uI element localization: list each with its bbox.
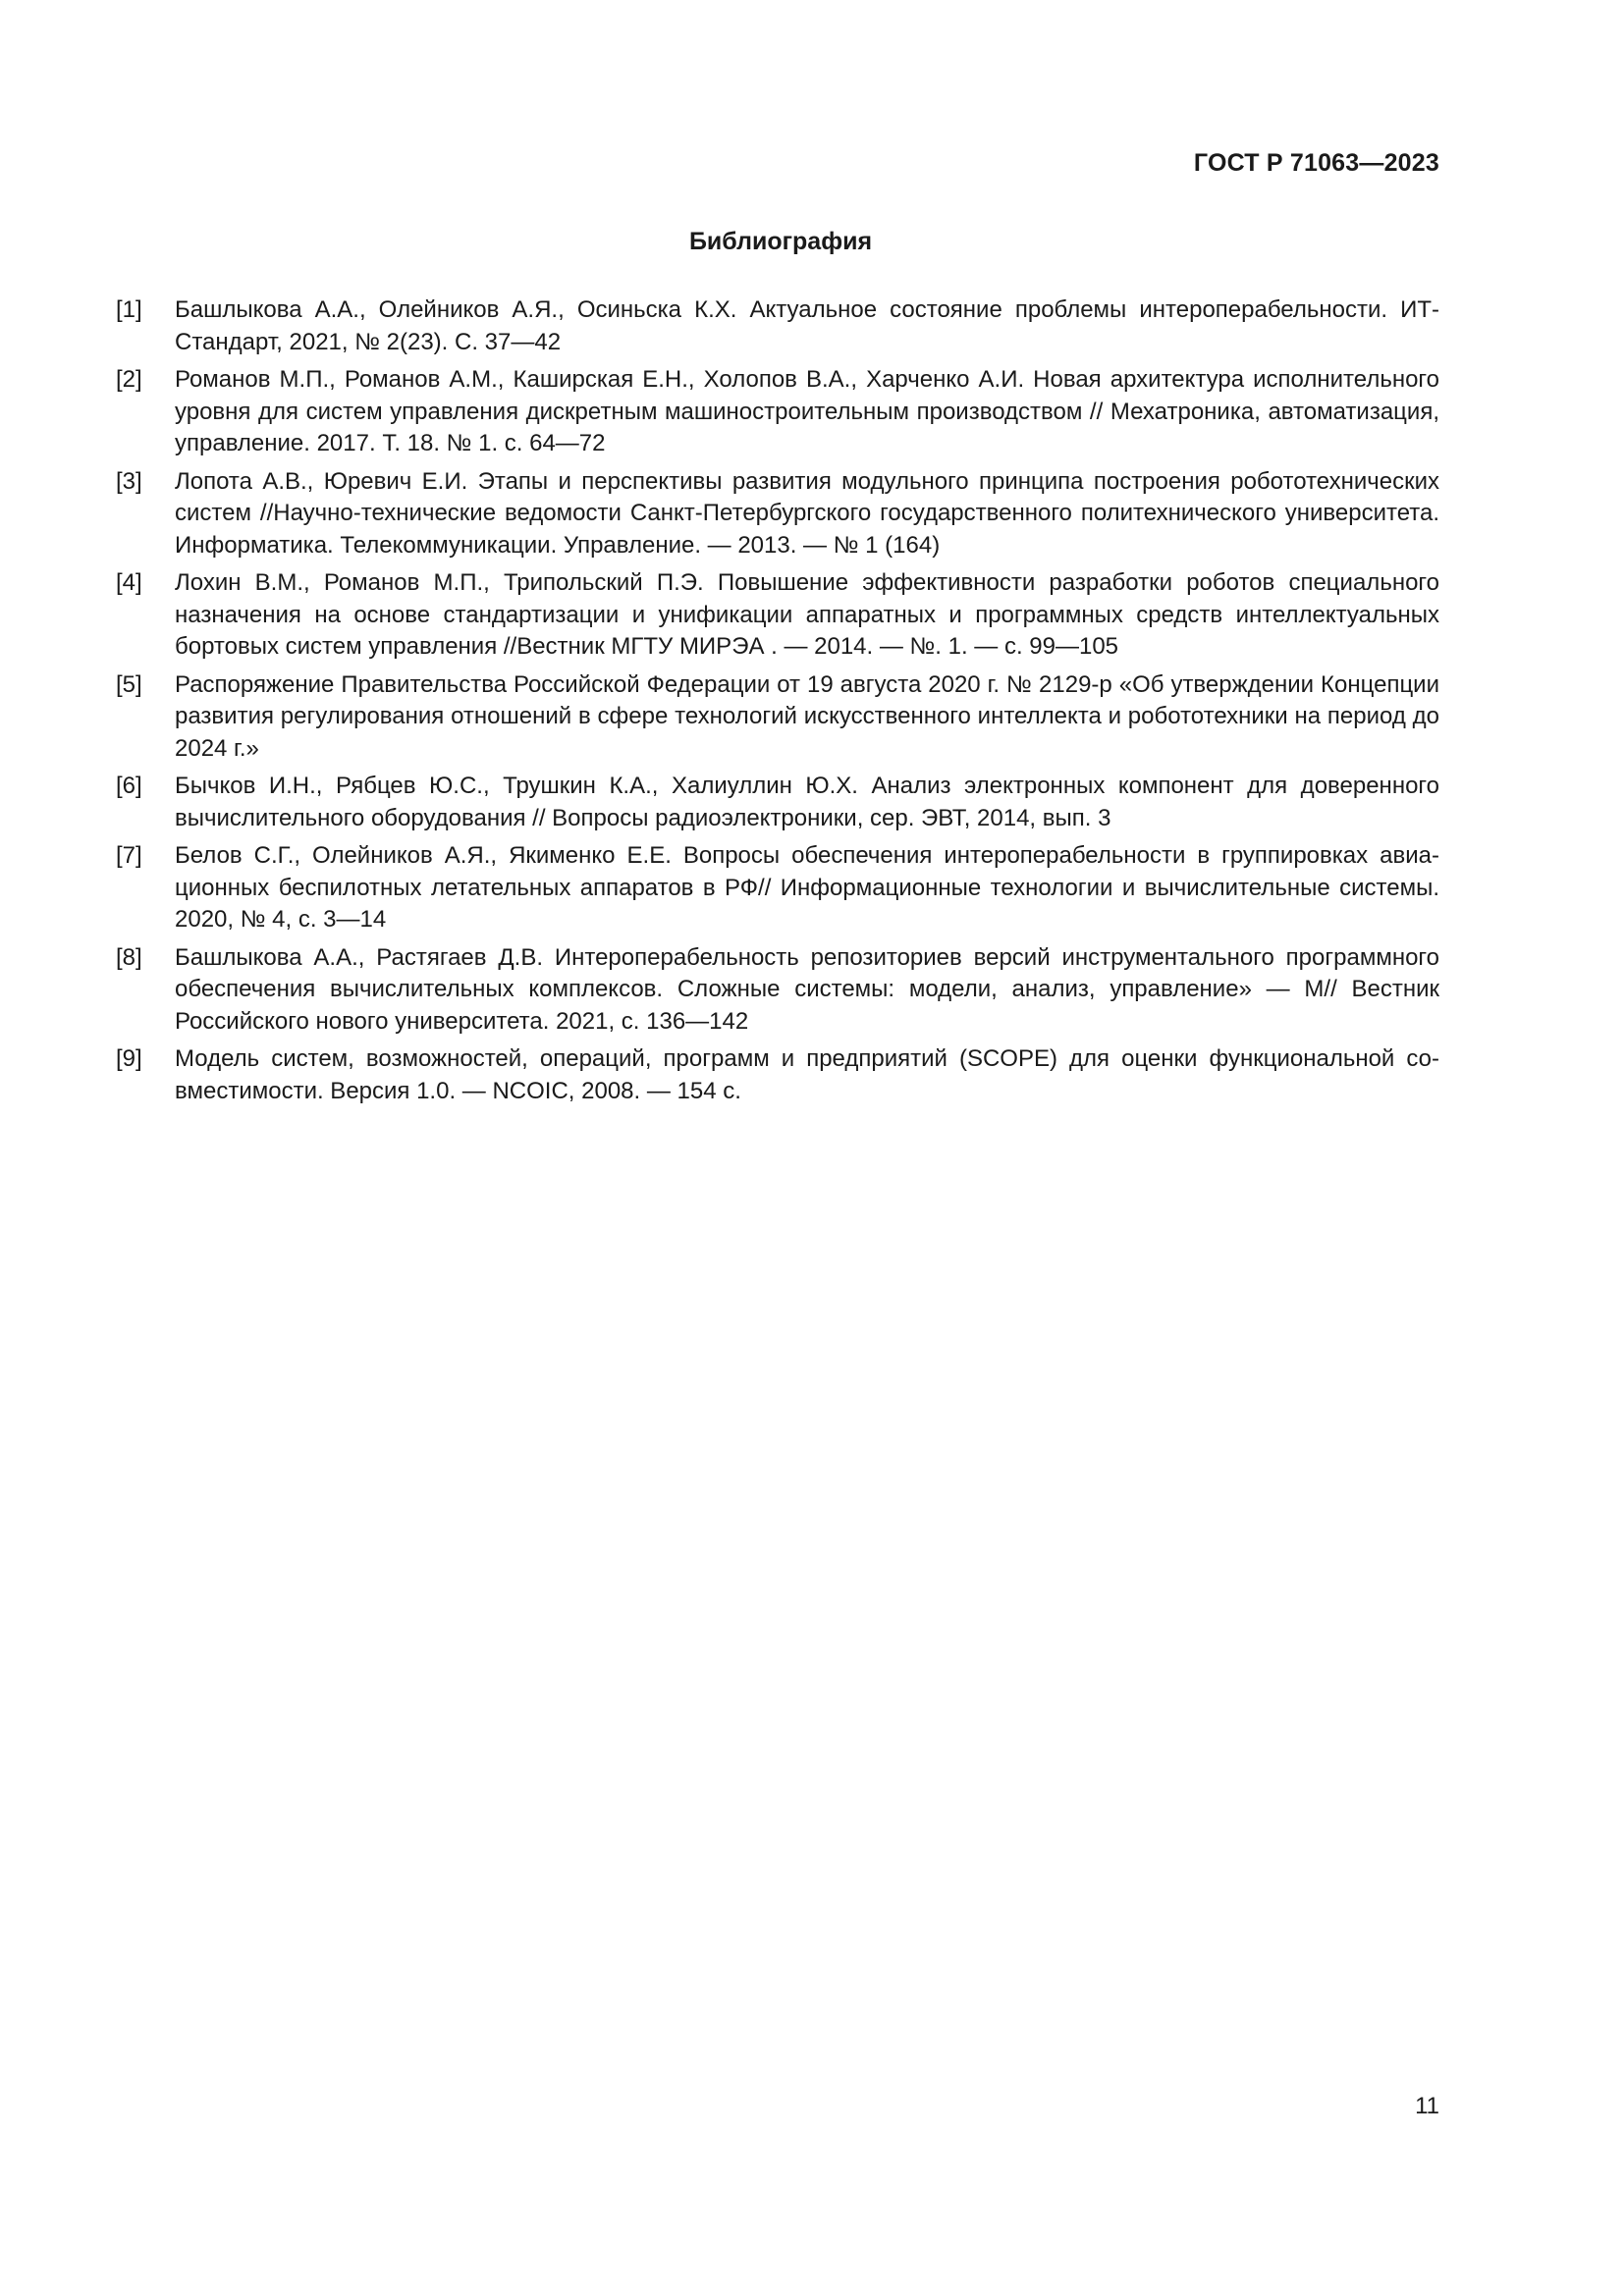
entry-text: Романов М.П., Романов А.М., Каширская Е.Н., Холопов В.А., Харченко А.И. Новая архитектура исполнительного уровня для систем управления дискретным машиностроительным производством // Мехатроника, автоматизация, управление. 2017. Т. 18. № 1. с. 64—72: [175, 366, 1439, 456]
entry-number: [4]: [116, 569, 142, 596]
entry-text: Распоряжение Правительства Российской Федерации от 19 августа 2020 г. № 2129-р «Об утверждении Концепции развития регулирования отношений в сфере технологий искусственного интеллекта и робототехники на период до 2024 г.»: [175, 670, 1439, 762]
bibliography-entry: [116, 942, 1439, 1039]
entry-number: [6]: [116, 773, 142, 799]
entry-text: Белов С.Г., Олейников А.Я., Якименко Е.Е. Вопросы обеспечения интероперабельности в группировках авиационных беспилотных летательных аппаратов в РФ// Информационные технологии и вычислительные системы. 2020, № 4, с. 3—14: [175, 842, 1439, 933]
document-code: ГОСТ Р 71063—2023: [1193, 149, 1439, 177]
bibliography-entry: [116, 840, 1439, 936]
entry-number: [8]: [116, 943, 142, 971]
bibliography-entry: [116, 567, 1439, 664]
entry-number: [7]: [116, 842, 142, 869]
entry-text: Башлыкова А.А., Олейников А.Я., Осиньска К.Х. Актуальное состояние проблемы интероперабельности. ИТ-Стандарт, 2021, № 2(23). С. 37—42: [175, 296, 1439, 355]
entry-text: Модель систем, возможностей, операций, программ и предприятий (SCOPE) для оценки функциональной совместимости. Версия 1.0. — NCOIC, 2008. — 154 с.: [175, 1045, 1439, 1104]
entry-text: Лохин В.М., Романов М.П., Трипольский П.Э. Повышение эффективности разработки роботов специального назначения на основе стандартизации и унификации аппаратных и программных средств интеллектуальных бортовых систем управления //Вестник МГТУ МИРЭА . — 2014. — №. 1. — с. 99—105: [175, 569, 1439, 660]
entry-number: [3]: [116, 467, 142, 495]
bibliography-entry: [116, 466, 1439, 562]
entry-number: [5]: [116, 670, 142, 698]
bibliography-entry: [116, 294, 1439, 358]
entry-number: [9]: [116, 1045, 142, 1072]
entry-text: Бычков И.Н., Рябцев Ю.С., Трушкин К.А., Халиуллин Ю.Х. Анализ электронных компонент для доверенного вычислительного оборудования // Вопросы радиоэлектроники, сер. ЭВТ, 2014, вып. 3: [175, 773, 1439, 831]
bibliography-entry: [116, 669, 1439, 766]
entry-number: [1]: [116, 296, 142, 323]
bibliography-list: [116, 294, 1439, 1113]
section-title: Библиография: [688, 228, 873, 255]
bibliography-entry: [116, 1043, 1439, 1107]
bibliography-entry: [116, 771, 1439, 834]
entry-text: Башлыкова А.А., Растягаев Д.В. Интероперабельность репозиториев версий инструментального программного обеспечения вычислительных комплексов. Сложные системы: модели, анализ, управление» — М// Вестник Российского нового университета. 2021, с. 136—142: [175, 943, 1439, 1035]
bibliography-entry: [116, 364, 1439, 460]
entry-number: [2]: [116, 366, 142, 393]
entry-text: Лопота А.В., Юревич Е.И. Этапы и перспективы развития модульного принципа построения робототехнических систем //Научно-технические ведомости Санкт-Петербургского государственного политехнического университета. Информатика. Телекоммуникации. Управление. — 2013. — № 1 (164): [175, 467, 1439, 559]
page-number: 11: [1415, 2093, 1439, 2119]
